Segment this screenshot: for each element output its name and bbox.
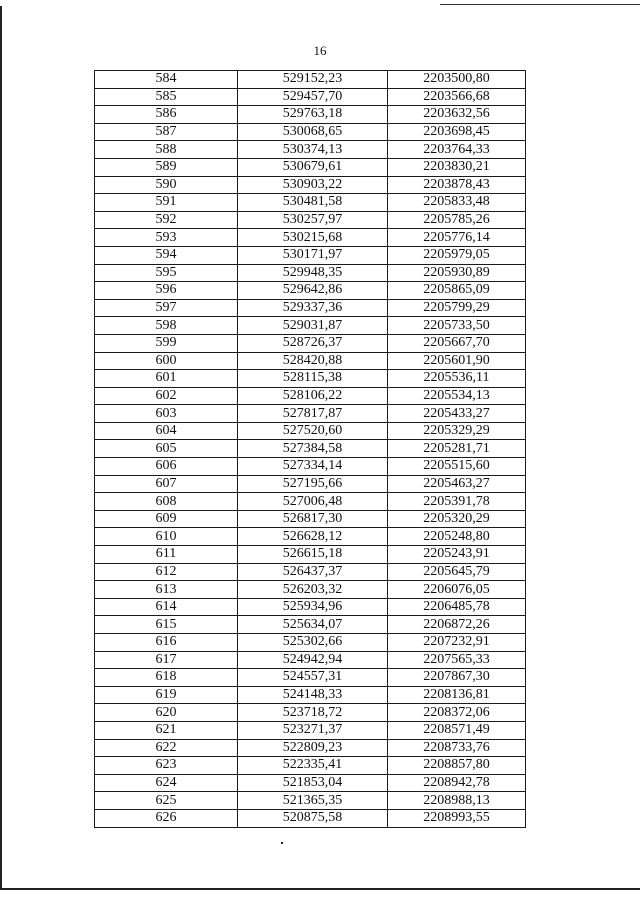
table-cell-x: 528420,88 — [238, 352, 388, 370]
scan-left-edge — [0, 6, 2, 888]
table-row — [95, 246, 526, 264]
table-row — [95, 686, 526, 704]
table-cell-x: 530374,13 — [238, 141, 388, 159]
table-cell-x: 520875,58 — [238, 809, 388, 827]
table-cell-x: 529031,87 — [238, 317, 388, 335]
table-cell-y: 2205667,70 — [388, 334, 526, 352]
table-cell-x: 525634,07 — [238, 616, 388, 634]
table-row — [95, 264, 526, 282]
table-row — [95, 334, 526, 352]
coordinates-table — [94, 70, 526, 828]
table-row — [95, 458, 526, 476]
table-cell-y: 2208988,13 — [388, 792, 526, 810]
table-cell-y: 2208857,80 — [388, 757, 526, 775]
table-cell-point: 604 — [95, 422, 238, 440]
table-row — [95, 123, 526, 141]
table-cell-point: 591 — [95, 194, 238, 212]
table-cell-point: 624 — [95, 774, 238, 792]
table-cell-y: 2205865,09 — [388, 282, 526, 300]
table-cell-y: 2208733,76 — [388, 739, 526, 757]
page-number: 16 — [313, 43, 327, 58]
table-row — [95, 581, 526, 599]
table-cell-y: 2205799,29 — [388, 299, 526, 317]
table-cell-y: 2205833,48 — [388, 194, 526, 212]
table-row — [95, 299, 526, 317]
table-row — [95, 106, 526, 124]
table-cell-y: 2208993,55 — [388, 809, 526, 827]
table-row — [95, 282, 526, 300]
table-cell-y: 2207232,91 — [388, 634, 526, 652]
table-cell-x: 524148,33 — [238, 686, 388, 704]
table-cell-x: 527384,58 — [238, 440, 388, 458]
table-cell-point: 589 — [95, 158, 238, 176]
table-row — [95, 774, 526, 792]
table-cell-point: 623 — [95, 757, 238, 775]
table-row — [95, 229, 526, 247]
table-cell-point: 595 — [95, 264, 238, 282]
table-cell-point: 618 — [95, 669, 238, 687]
table-row — [95, 598, 526, 616]
table-cell-y: 2205463,27 — [388, 475, 526, 493]
table-cell-point: 585 — [95, 88, 238, 106]
table-cell-y: 2206872,26 — [388, 616, 526, 634]
table-cell-x: 522335,41 — [238, 757, 388, 775]
table-cell-point: 617 — [95, 651, 238, 669]
table-cell-point: 587 — [95, 123, 238, 141]
table-cell-x: 529152,23 — [238, 71, 388, 89]
table-row — [95, 792, 526, 810]
table-cell-point: 601 — [95, 370, 238, 388]
table-cell-y: 2205281,71 — [388, 440, 526, 458]
table-cell-y: 2208136,81 — [388, 686, 526, 704]
table-cell-y: 2205534,13 — [388, 387, 526, 405]
table-cell-x: 530068,65 — [238, 123, 388, 141]
table-cell-point: 603 — [95, 405, 238, 423]
table-row — [95, 809, 526, 827]
table-cell-point: 605 — [95, 440, 238, 458]
table-cell-x: 529948,35 — [238, 264, 388, 282]
table-row — [95, 493, 526, 511]
table-cell-y: 2208942,78 — [388, 774, 526, 792]
table-cell-y: 2208372,06 — [388, 704, 526, 722]
table-cell-point: 596 — [95, 282, 238, 300]
table-row — [95, 141, 526, 159]
table-row — [95, 616, 526, 634]
table-cell-y: 2205645,79 — [388, 563, 526, 581]
table-cell-point: 588 — [95, 141, 238, 159]
table-cell-point: 593 — [95, 229, 238, 247]
table-cell-point: 586 — [95, 106, 238, 124]
table-cell-y: 2203698,45 — [388, 123, 526, 141]
table-cell-y: 2203830,21 — [388, 158, 526, 176]
table-cell-x: 530257,97 — [238, 211, 388, 229]
table-cell-x: 524557,31 — [238, 669, 388, 687]
table-row — [95, 88, 526, 106]
table-cell-x: 526817,30 — [238, 510, 388, 528]
table-cell-point: 625 — [95, 792, 238, 810]
table-cell-point: 609 — [95, 510, 238, 528]
table-cell-y: 2205243,91 — [388, 546, 526, 564]
table-cell-x: 527817,87 — [238, 405, 388, 423]
table-cell-y: 2205248,80 — [388, 528, 526, 546]
table-cell-x: 525302,66 — [238, 634, 388, 652]
table-cell-point: 607 — [95, 475, 238, 493]
table-cell-point: 626 — [95, 809, 238, 827]
table-cell-point: 615 — [95, 616, 238, 634]
table-cell-x: 523718,72 — [238, 704, 388, 722]
table-cell-x: 526628,12 — [238, 528, 388, 546]
table-cell-point: 610 — [95, 528, 238, 546]
table-row — [95, 546, 526, 564]
table-cell-y: 2203878,43 — [388, 176, 526, 194]
table-row — [95, 739, 526, 757]
table-row — [95, 528, 526, 546]
table-row — [95, 651, 526, 669]
table-cell-x: 528106,22 — [238, 387, 388, 405]
table-row — [95, 422, 526, 440]
table-cell-point: 619 — [95, 686, 238, 704]
table-cell-x: 530481,58 — [238, 194, 388, 212]
footer-mark — [281, 842, 283, 844]
table-cell-y: 2205776,14 — [388, 229, 526, 247]
table-cell-point: 613 — [95, 581, 238, 599]
table-cell-y: 2207867,30 — [388, 669, 526, 687]
table-cell-x: 530171,97 — [238, 246, 388, 264]
coordinates-table-body — [95, 71, 526, 828]
table-cell-x: 527520,60 — [238, 422, 388, 440]
table-cell-point: 597 — [95, 299, 238, 317]
table-cell-point: 620 — [95, 704, 238, 722]
table-cell-x: 530215,68 — [238, 229, 388, 247]
table-cell-y: 2203566,68 — [388, 88, 526, 106]
table-cell-point: 600 — [95, 352, 238, 370]
table-row — [95, 194, 526, 212]
table-cell-y: 2205601,90 — [388, 352, 526, 370]
table-row — [95, 475, 526, 493]
table-row — [95, 352, 526, 370]
table-cell-x: 529642,86 — [238, 282, 388, 300]
table-row — [95, 71, 526, 89]
table-row — [95, 211, 526, 229]
table-row — [95, 317, 526, 335]
table-row — [95, 721, 526, 739]
table-row — [95, 634, 526, 652]
table-row — [95, 704, 526, 722]
table-cell-x: 526437,37 — [238, 563, 388, 581]
table-cell-x: 525934,96 — [238, 598, 388, 616]
table-cell-y: 2206485,78 — [388, 598, 526, 616]
table-cell-point: 598 — [95, 317, 238, 335]
table-cell-point: 611 — [95, 546, 238, 564]
table-cell-y: 2205320,29 — [388, 510, 526, 528]
table-cell-y: 2205733,50 — [388, 317, 526, 335]
table-cell-x: 526203,32 — [238, 581, 388, 599]
table-cell-y: 2205979,05 — [388, 246, 526, 264]
table-cell-x: 523271,37 — [238, 721, 388, 739]
table-cell-x: 528115,38 — [238, 370, 388, 388]
table-cell-point: 622 — [95, 739, 238, 757]
table-cell-y: 2206076,05 — [388, 581, 526, 599]
table-cell-y: 2205785,26 — [388, 211, 526, 229]
table-row — [95, 158, 526, 176]
table-cell-x: 530903,22 — [238, 176, 388, 194]
table-cell-y: 2208571,49 — [388, 721, 526, 739]
table-cell-y: 2205515,60 — [388, 458, 526, 476]
table-cell-point: 608 — [95, 493, 238, 511]
table-cell-point: 621 — [95, 721, 238, 739]
table-cell-point: 594 — [95, 246, 238, 264]
table-cell-x: 529457,70 — [238, 88, 388, 106]
table-cell-point: 614 — [95, 598, 238, 616]
table-cell-y: 2203500,80 — [388, 71, 526, 89]
table-cell-y: 2203764,33 — [388, 141, 526, 159]
table-cell-x: 527195,66 — [238, 475, 388, 493]
scan-top-edge — [440, 4, 640, 5]
table-cell-y: 2205433,27 — [388, 405, 526, 423]
table-cell-y: 2205329,29 — [388, 422, 526, 440]
table-cell-point: 602 — [95, 387, 238, 405]
table-cell-x: 526615,18 — [238, 546, 388, 564]
table-row — [95, 176, 526, 194]
table-cell-point: 590 — [95, 176, 238, 194]
table-cell-x: 522809,23 — [238, 739, 388, 757]
table-cell-x: 529337,36 — [238, 299, 388, 317]
table-cell-y: 2205536,11 — [388, 370, 526, 388]
table-row — [95, 563, 526, 581]
table-cell-x: 530679,61 — [238, 158, 388, 176]
table-cell-y: 2207565,33 — [388, 651, 526, 669]
table-cell-point: 616 — [95, 634, 238, 652]
table-row — [95, 370, 526, 388]
table-row — [95, 405, 526, 423]
table-cell-x: 521853,04 — [238, 774, 388, 792]
scan-bottom-edge — [0, 888, 640, 890]
table-cell-point: 606 — [95, 458, 238, 476]
table-row — [95, 510, 526, 528]
table-cell-x: 529763,18 — [238, 106, 388, 124]
table-row — [95, 387, 526, 405]
table-cell-point: 584 — [95, 71, 238, 89]
table-cell-y: 2205930,89 — [388, 264, 526, 282]
table-cell-x: 524942,94 — [238, 651, 388, 669]
table-row — [95, 669, 526, 687]
table-cell-x: 527006,48 — [238, 493, 388, 511]
table-cell-x: 527334,14 — [238, 458, 388, 476]
table-cell-x: 521365,35 — [238, 792, 388, 810]
table-cell-y: 2205391,78 — [388, 493, 526, 511]
table-row — [95, 757, 526, 775]
table-cell-point: 599 — [95, 334, 238, 352]
table-row — [95, 440, 526, 458]
table-cell-y: 2203632,56 — [388, 106, 526, 124]
table-cell-point: 592 — [95, 211, 238, 229]
table-cell-point: 612 — [95, 563, 238, 581]
table-cell-x: 528726,37 — [238, 334, 388, 352]
